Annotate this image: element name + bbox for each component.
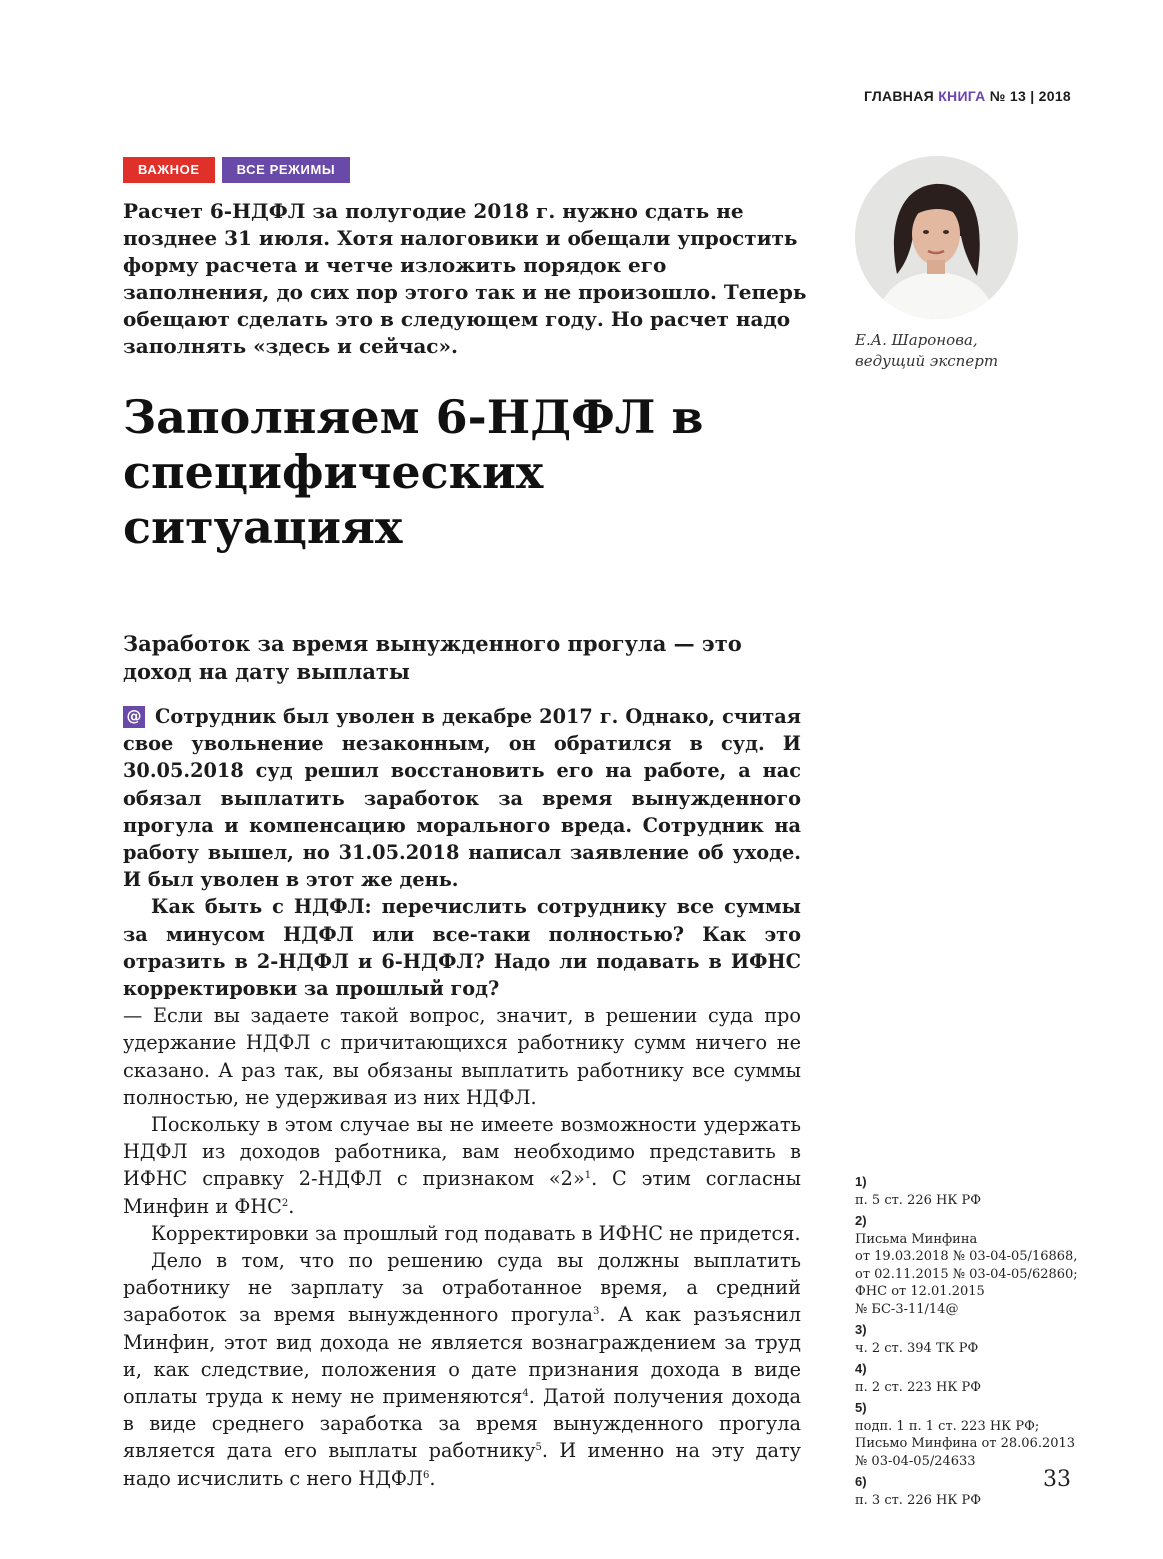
article-body bbox=[123, 703, 801, 1492]
footnote bbox=[855, 1360, 1085, 1396]
footnote-line: подп. 1 п. 1 ст. 223 НК РФ; bbox=[855, 1418, 1040, 1434]
footnote-ref: 6 bbox=[423, 1469, 430, 1481]
question-paragraph: Как быть с НДФЛ: перечислить сотруднику все суммы за минусом НДФЛ или все-таки полностью? Как это отразить в 2-НДФЛ и 6-НДФЛ? Надо ли подавать в ИФНС корректировки за прошлый год? bbox=[123, 895, 801, 1001]
question-text: Сотрудник был уволен в декабре 2017 г. Однако, считая свое увольнение незаконным, он обратился в суд. И 30.05.2018 суд решил восстановить его на работе, а нас обязал выплатить заработок за время вынужденного прогула и компенсацию морального вреда. Сотрудник на работу вышел, но 31.05.2018 написал заявление об уходе. И был уволен в этот же день. bbox=[123, 705, 801, 892]
category-tags bbox=[123, 157, 350, 183]
answer-text: . bbox=[288, 1194, 295, 1218]
footnote-line: от 19.03.2018 № 03-04-05/16868, bbox=[855, 1249, 1078, 1264]
brand-name-accent: КНИГА bbox=[938, 88, 986, 104]
footnote-number: 6) bbox=[855, 1474, 867, 1489]
section-subtitle: Заработок за время вынужденного прогула — это доход на дату выплаты bbox=[123, 631, 742, 684]
footnote-number: 4) bbox=[855, 1361, 867, 1376]
footnote-number: 2) bbox=[855, 1213, 867, 1228]
question-paragraph bbox=[123, 703, 801, 893]
footnote-line: п. 3 ст. 226 НК РФ bbox=[855, 1492, 982, 1508]
author-caption bbox=[855, 330, 1085, 372]
answer-paragraph bbox=[123, 1247, 801, 1492]
magazine-header bbox=[864, 88, 1071, 104]
footnote-ref: 3 bbox=[592, 1306, 600, 1318]
footnote-line: ФНС от 12.01.2015 bbox=[855, 1284, 985, 1299]
footnote-line: п. 2 ст. 223 НК РФ bbox=[855, 1379, 982, 1395]
footnote-ref: 5 bbox=[535, 1442, 542, 1454]
lead-paragraph: Расчет 6-НДФЛ за полугодие 2018 г. нужно сдать не позднее 31 июля. Хотя налоговики и обещали упростить форму расчета и четче изложить порядок его заполнения, до сих пор этого так и не произошло. Теперь обещают сделать это в следующем году. Но расчет надо заполнять «здесь и сейчас». bbox=[123, 199, 807, 358]
footnote-number: 1) bbox=[855, 1174, 867, 1189]
footnote-number: 3) bbox=[855, 1322, 867, 1337]
footnote-line: № 03-04-05/24633 bbox=[855, 1453, 976, 1469]
footnote bbox=[855, 1321, 1085, 1357]
footnote-line: Письмо Минфина от 28.06.2013 bbox=[855, 1436, 1076, 1451]
tag-all-regimes: ВСЕ РЕЖИМЫ bbox=[222, 157, 351, 183]
answer-text: . А как разъяснил Минфин, этот вид дохода не является вознаграждением за труд и, как следствие, положения о дате признания дохода в виде оплаты труда к нему не применяются bbox=[123, 1303, 802, 1409]
author-name: Е.А. Шаронова, bbox=[855, 331, 978, 349]
footnote-line: от 02.11.2015 № 03-04-05/62860; bbox=[855, 1266, 1078, 1282]
article-title: Заполняем 6-НДФЛ в специфических ситуациях bbox=[123, 390, 704, 554]
brand-name: ГЛАВНАЯ bbox=[863, 88, 934, 104]
answer-text: . И именно на эту дату надо исчислить с него НДФЛ bbox=[123, 1439, 801, 1490]
footnote bbox=[855, 1212, 1085, 1318]
page-number: 33 bbox=[1043, 1467, 1071, 1492]
answer-paragraph: — Если вы задаете такой вопрос, значит, в решении суда про удержание НДФЛ с причитающихся работнику сумм ничего не сказано. А раз так, вы обязаны выплатить работнику все суммы полностью, не удерживая из них НДФЛ. bbox=[123, 1004, 801, 1109]
answer-paragraph: Корректировки за прошлый год подавать в ИФНС не придется. bbox=[151, 1221, 801, 1245]
answer-text: Дело в том, что по решению суда вы должны выплатить работнику не зарплату за отработанное время, а средний заработок за время вынужденного прогула bbox=[123, 1249, 801, 1327]
footnote-line: п. 5 ст. 226 НК РФ bbox=[855, 1192, 982, 1208]
answer-text: Поскольку в этом случае вы не имеете возможности удержать НДФЛ из доходов работника, вам необходимо представить в ИФНС справку 2-НДФЛ с признаком «2» bbox=[123, 1113, 801, 1191]
tag-important: ВАЖНОЕ bbox=[123, 157, 215, 183]
footnote bbox=[855, 1399, 1085, 1470]
question-at-icon: @ bbox=[123, 706, 145, 728]
answer-text: . С этим согласны Минфин и ФНС bbox=[123, 1167, 801, 1218]
footnote-ref: 4 bbox=[522, 1388, 529, 1400]
issue-number: № 13 | 2018 bbox=[989, 88, 1071, 104]
footnote-line: № БС-3-11/14@ bbox=[855, 1301, 959, 1317]
footnote-ref: 1 bbox=[584, 1170, 592, 1182]
footnote bbox=[855, 1173, 1085, 1209]
footnote-number: 5) bbox=[855, 1400, 867, 1415]
answer-paragraph bbox=[123, 1111, 801, 1220]
footnote-line: ч. 2 ст. 394 ТК РФ bbox=[855, 1340, 979, 1356]
author-role: ведущий эксперт bbox=[855, 352, 999, 370]
footnote-ref: 2 bbox=[281, 1197, 289, 1209]
footnote-line: Письма Минфина bbox=[855, 1231, 978, 1247]
footnotes bbox=[855, 1173, 1085, 1512]
author-photo bbox=[855, 156, 1018, 319]
answer-text: . Датой получения дохода в виде среднего заработка за время вынужденного прогула является дата его выплаты работнику bbox=[123, 1385, 802, 1463]
answer-text: . bbox=[429, 1466, 436, 1490]
